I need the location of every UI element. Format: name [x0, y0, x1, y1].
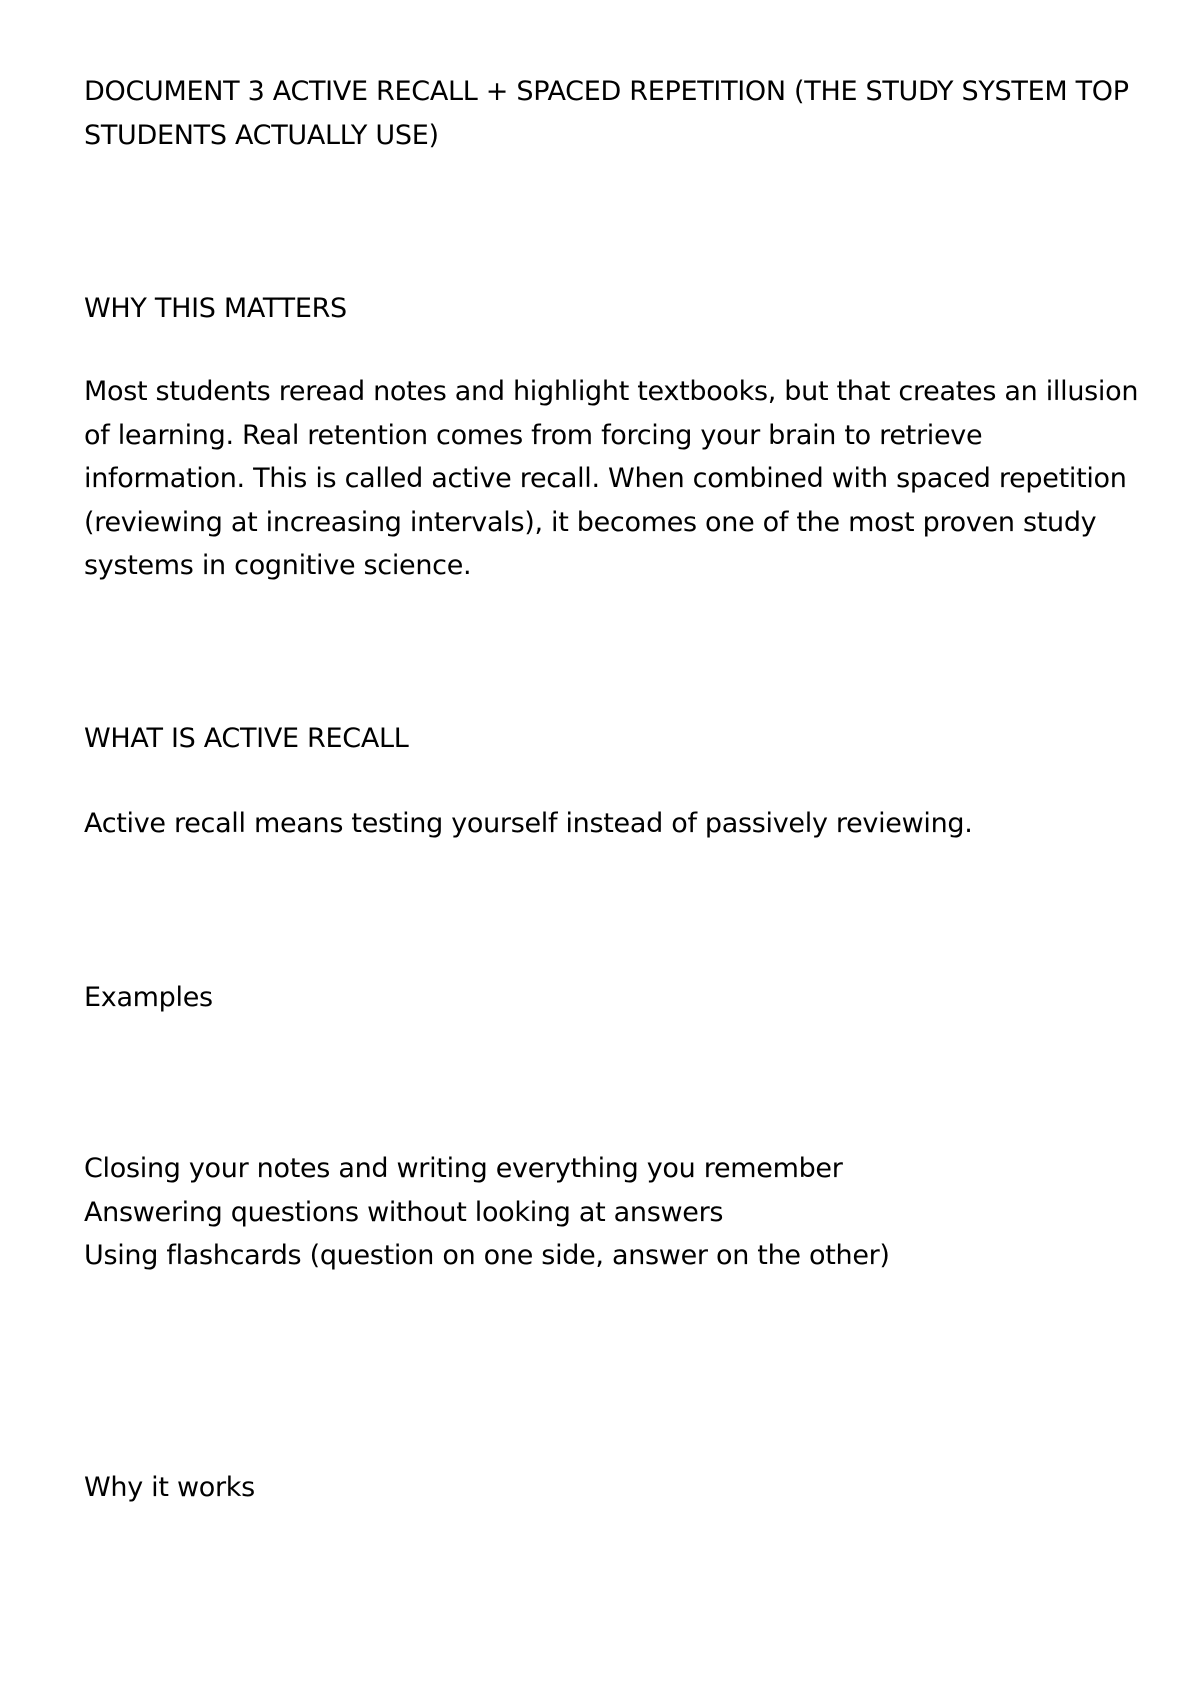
examples-list [84, 1147, 1144, 1278]
document-title: DOCUMENT 3 ACTIVE RECALL + SPACED REPETITION (THE STUDY SYSTEM TOP STUDENTS ACTUALLY USE) [84, 76, 1129, 151]
list-item: Using flashcards (question on one side, answer on the other) [84, 1240, 890, 1271]
paragraph-why-this-matters: Most students reread notes and highlight textbooks, but that creates an illusion of learning. Real retention comes from forcing your brain to retrieve information. This is called active recall. When combined with spaced repetition (reviewing at increasing intervals), it becomes one of the most proven study systems in cognitive science. [84, 376, 1139, 581]
paragraph-what-is-active-recall: Active recall means testing yourself instead of passively reviewing. [84, 808, 973, 839]
list-item: Answering questions without looking at answers [84, 1196, 724, 1228]
section-heading-what-is-active-recall: WHAT IS ACTIVE RECALL [84, 723, 409, 754]
list-item: Closing your notes and writing everything you remember [84, 1153, 843, 1184]
section-heading-why-this-matters: WHY THIS MATTERS [84, 293, 347, 324]
section-heading-why-it-works: Why it works [84, 1472, 255, 1503]
section-heading-examples: Examples [84, 982, 213, 1013]
